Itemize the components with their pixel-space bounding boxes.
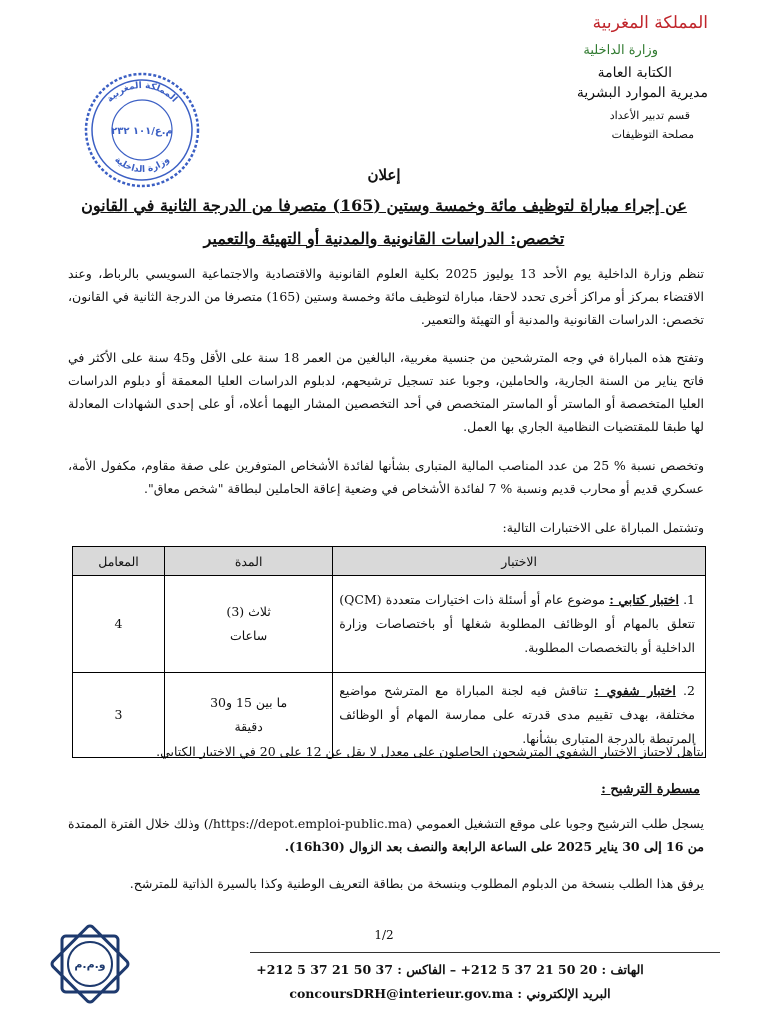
tests-table xyxy=(72,546,706,758)
paragraph-eligibility: وتفتح هذه المباراة في وجه المترشحين من جنسية مغربية، البالغين من العمر 18 سنة على الأقل و45 سنة على الأكثر في فاتح يناير من السنة الجارية، والحاملين، وجوبا عند تسجيل ترشيحهم، لدبلوم الدراسات العليا المعمقة أو دبلوم الدراسات العليا المتخصصة أو الماستر أو الماستر المتخصص في أحد التخصصين المشار اليهما أعلاه، أو على إحدى الشهادات المعادلة لها طبقا للمقتضيات النظامية الجاري بها العمل. xyxy=(68,350,705,434)
announcement-specialty: تخصص: الدراسات القانونية والمدنية أو التهيئة والتعمير xyxy=(203,229,565,248)
footer-divider xyxy=(250,952,720,953)
paragraph-tests-intro: وتشتمل المباراة على الاختبارات التالية: xyxy=(502,520,704,535)
announcement-label: إعلان xyxy=(367,166,401,184)
paragraph-quota: وتخصص نسبة % 25 من عدد المناصب المالية المتبارى بشأنها لفائدة الأشخاص المتوفرين على صفة مقاوم، مكفول الأمة، عسكري قديم أو محارب قديم ونسبة % 7 لفائدة الأشخاص في وضعية إعاقة الحاملين لبطاقة "شخص معاق". xyxy=(68,458,705,496)
contact-email: البريد الإلكتروني : concoursDRH@interieur.gov.ma xyxy=(289,986,611,1001)
general-secretariat: الكتابة العامة xyxy=(597,65,672,81)
letterhead xyxy=(448,12,708,142)
paragraph-intro: تنظم وزارة الداخلية يوم الأحد 13 يوليوز 2025 بكلية العلوم القانونية والاقتصادية والاجتماعية السويسي بالرباط، وعند الاقتضاء بمركز أو مراكز أخرى تحدد لاحقا، مباراة لتوظيف مائة وخمسة وستين (165) متصرفا من الدرجة الثانية في القانون، تخصص: الدراسات القانونية والمدنية أو التهيئة والتعمير. xyxy=(68,266,704,327)
test-name: اختبار شفوي : xyxy=(594,683,676,698)
test-number: 2. xyxy=(683,683,695,698)
stamp-bottom-text: وزارة الداخلية xyxy=(112,155,172,176)
stamp-code: م.ع/١٠١ ٢٣٢ xyxy=(111,126,173,137)
svg-text:المملكة المغربية xyxy=(105,81,179,105)
duration-line-2: دقيقة xyxy=(234,719,263,734)
registration-deadline: من 16 إلى 30 يناير 2025 على الساعة الرابعة والنصف بعد الزوال (16h30). xyxy=(284,839,704,854)
coefficient-cell: 4 xyxy=(73,576,165,673)
test-description: موضوع عام أو أسئلة ذات اختيارات متعددة (QCM) تتعلق بالمهام أو الوظائف المطلوبة شغلها أو باختصاصات وزارة الداخلية أو بالتخصصات المطلوبة. xyxy=(339,592,695,655)
test-name: اختبار كتابي : xyxy=(609,592,679,607)
service-name: مصلحة التوظيفات xyxy=(611,128,694,141)
contact-phone-fax: الهاتف : 20 50 21 37 5 212+ – الفاكس : 37 50 21 37 5 212+ xyxy=(256,962,644,977)
kingdom-name: المملكة المغربية xyxy=(592,13,708,33)
coefficient-cell: 3 xyxy=(73,673,165,758)
page-number: 1/2 xyxy=(374,928,394,942)
division-name: قسم تدبير الأعداد xyxy=(609,109,690,122)
directorate-name: مديرية الموارد البشرية xyxy=(576,85,708,101)
test-cell xyxy=(333,576,706,673)
ministry-logo xyxy=(44,918,136,1010)
ministry-name: وزارة الداخلية xyxy=(583,43,658,58)
announcement-title: عن إجراء مباراة لتوظيف مائة وخمسة وستين (165) متصرفا من الدرجة الثانية في القانون xyxy=(81,196,687,215)
duration-line-1: ثلاث (3) xyxy=(226,604,271,619)
header-duration: المدة xyxy=(164,547,332,576)
duration-cell xyxy=(164,576,332,673)
paragraph-attachments: يرفق هذا الطلب بنسخة من الدبلوم المطلوب وبنسخة من بطاقة التعريف الوطنية وكذا بالسيرة الذاتية للمترشح. xyxy=(129,876,704,891)
logo-text: و.م.م xyxy=(74,958,106,971)
table-row xyxy=(73,576,706,673)
test-description: تناقش فيه لجنة المباراة مع المترشح مواضيع مختلفة، بهدف تقييم مدى قدرته على ممارسة المهام أو الوظائف المرتبطة بالدرجة المتبارى بشأنها. xyxy=(339,683,695,746)
procedure-heading: مسطرة الترشيح : xyxy=(601,782,700,797)
paragraph-oral-qualification: يتأهل لاجتياز الاختبار الشفوي المترشحون الحاصلون على معدل لا يقل عن 12 على 20 في الاختبار الكتابي. xyxy=(156,744,704,759)
duration-line-2: ساعات xyxy=(229,628,268,643)
stamp-top-text: المملكة المغربية xyxy=(105,80,179,105)
paragraph-registration xyxy=(68,812,704,858)
test-number: 1. xyxy=(683,592,695,607)
registration-text: يسجل طلب الترشيح وجوبا على موقع التشغيل العمومي (https://depot.emploi-public.ma/) وذلك خلال الفترة الممتدة xyxy=(68,816,704,831)
header-coefficient: المعامل xyxy=(73,547,165,576)
duration-line-1: ما بين 15 و30 xyxy=(210,695,288,710)
header-test: الاختبار xyxy=(333,547,706,576)
